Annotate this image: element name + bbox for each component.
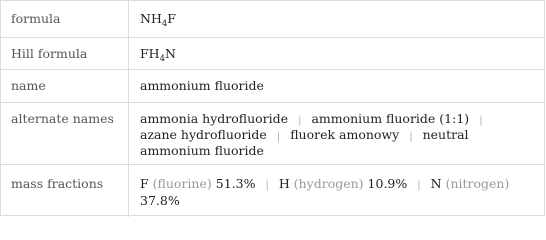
label-hill-formula: Hill formula	[1, 38, 129, 69]
alternate-name: ammonium fluoride	[140, 143, 264, 158]
value-alternate-names	[130, 103, 544, 164]
hill-subscript: 4	[159, 54, 165, 64]
formula-subscript: 4	[161, 19, 168, 29]
row-name	[1, 70, 544, 103]
element-symbol: F	[140, 176, 149, 191]
label-formula: formula	[1, 1, 129, 37]
mass-line-2	[140, 193, 180, 208]
element-name: (fluorine)	[152, 176, 212, 191]
alternate-name: azane hydrofluoride	[140, 127, 267, 142]
element-name: (hydrogen)	[293, 176, 364, 191]
label-mass-fractions: mass fractions	[1, 165, 129, 217]
separator: |	[276, 131, 281, 142]
alternate-name: ammonium fluoride (1:1)	[311, 111, 470, 126]
row-hill-formula	[1, 38, 544, 70]
separator: |	[298, 115, 302, 126]
value-hill-formula	[130, 38, 544, 69]
formula-part: F	[167, 11, 176, 26]
label-name: name	[1, 70, 129, 102]
value-name: ammonium fluoride	[140, 78, 264, 93]
row-alternate-names	[1, 103, 544, 165]
alternate-name: ammonia hydrofluoride	[140, 111, 289, 126]
alternate-line-2	[140, 127, 469, 142]
row-formula	[1, 1, 544, 38]
value-mass-fractions	[130, 165, 544, 217]
hill-part: FH	[140, 46, 160, 61]
separator: |	[409, 131, 413, 142]
element-symbol: N	[430, 176, 442, 191]
element-symbol: H	[278, 176, 290, 191]
label-alternate-names: alternate names	[1, 103, 129, 164]
separator: |	[417, 180, 421, 191]
mass-value: 10.9%	[367, 176, 408, 191]
mass-value: 37.8%	[140, 193, 180, 208]
alternate-name: fluorek amonowy	[290, 127, 400, 142]
separator: |	[265, 180, 269, 191]
element-name: (nitrogen)	[445, 176, 510, 191]
row-mass-fractions	[1, 165, 544, 217]
value-formula	[130, 1, 544, 37]
alternate-name: neutral	[422, 127, 469, 142]
mass-line-1	[140, 176, 509, 191]
mass-value: 51.3%	[215, 176, 256, 191]
formula-part: NH	[140, 11, 162, 26]
separator: |	[479, 115, 483, 126]
alternate-line-1	[140, 111, 493, 126]
alternate-line-3	[140, 143, 264, 158]
hill-part: N	[165, 46, 176, 61]
